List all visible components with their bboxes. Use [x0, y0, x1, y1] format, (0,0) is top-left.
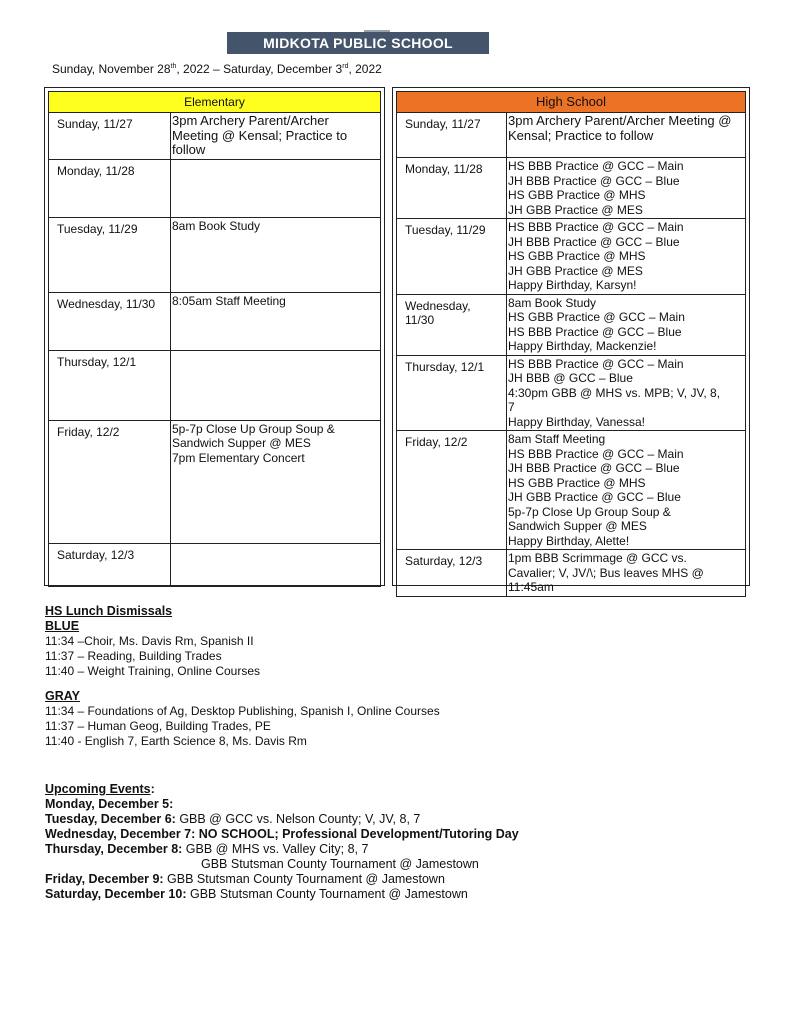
event-line: Happy Birthday, Alette!	[508, 533, 630, 548]
event-text: GBB Stutsman County Tournament @ Jamestown	[201, 857, 479, 871]
event-line: 3pm Archery Parent/Archer Meeting @	[508, 113, 732, 128]
event-line: JH BBB Practice @ GCC – Blue	[508, 461, 680, 475]
day-label: Monday, 11/28	[405, 162, 483, 176]
schedule-row	[49, 159, 381, 217]
lunch-line: 11:37 – Human Geog, Building Trades, PE	[45, 719, 271, 733]
event-line: HS BBB Practice @ GCC – Main	[508, 220, 684, 234]
lunch-line: 11:34 – Foundations of Ag, Desktop Publishing, Spanish I, Online Courses	[45, 704, 440, 718]
schedule-row	[49, 217, 381, 292]
schedule-row	[397, 431, 746, 550]
day-label: Friday, 12/2	[57, 424, 120, 439]
schedule-row	[397, 550, 746, 597]
event-line: 4:30pm GBB @ MHS vs. MPB; V, JV, 8,	[508, 385, 721, 400]
day-cell	[397, 431, 507, 550]
day-cell	[397, 355, 507, 431]
schedule-row	[397, 158, 746, 219]
schedule-row	[397, 219, 746, 295]
day-cell	[49, 113, 171, 160]
day-label: Thursday, 12/1	[405, 359, 485, 374]
schedule-row	[397, 113, 746, 158]
day-cell	[397, 113, 507, 158]
event-line: 5p-7p Close Up Group Soup &	[508, 504, 671, 519]
event-day: Thursday, December 8:	[45, 842, 183, 856]
event-item	[45, 797, 519, 812]
day-cell	[49, 292, 171, 350]
events-cell	[507, 431, 746, 550]
event-line: HS BBB Practice @ GCC – Blue	[508, 324, 682, 339]
event-line: JH BBB Practice @ GCC – Blue	[508, 173, 680, 188]
event-item	[45, 842, 519, 857]
event-day: Friday, December 9:	[45, 872, 164, 886]
day-cell	[49, 159, 171, 217]
event-line: HS GBB Practice @ MHS	[508, 249, 646, 263]
event-line: JH BBB @ GCC – Blue	[508, 371, 633, 385]
event-line: JH BBB Practice @ GCC – Blue	[508, 234, 680, 249]
event-line: Happy Birthday, Vanessa!	[508, 414, 645, 429]
event-line: 8am Book Study	[172, 218, 261, 233]
event-day: Tuesday, December 6:	[45, 812, 176, 826]
event-line: Cavalier; V, JV/\; Bus leaves MHS @	[508, 565, 704, 580]
day-label: Tuesday, 11/29	[405, 223, 486, 237]
blue-label: BLUE	[45, 619, 80, 633]
lunch-line: 11:40 – Weight Training, Online Courses	[45, 664, 261, 678]
event-line: HS GBB Practice @ MHS	[508, 475, 646, 490]
schedule-row	[397, 355, 746, 431]
day-label: Tuesday, 11/29	[57, 221, 138, 236]
event-line: Happy Birthday, Karsyn!	[508, 278, 637, 292]
events-cell	[171, 350, 381, 420]
high-school-schedule-table	[396, 91, 746, 597]
elementary-schedule-table	[48, 91, 381, 587]
day-cell	[49, 350, 171, 420]
events-cell	[507, 113, 746, 158]
high-school-schedule-frame	[392, 87, 750, 594]
event-line: HS BBB Practice @ GCC – Main	[508, 159, 684, 173]
event-line: 8:05am Staff Meeting	[172, 293, 286, 308]
event-line: 8am Staff Meeting	[508, 432, 606, 446]
day-label: Thursday, 12/1	[57, 354, 137, 369]
event-line: Happy Birthday, Mackenzie!	[508, 339, 657, 353]
event-line: 1pm BBB Scrimmage @ GCC vs.	[508, 551, 687, 565]
upcoming-title-line: Upcoming Events:	[45, 782, 155, 796]
events-cell	[171, 543, 381, 586]
events-cell	[507, 158, 746, 219]
event-line: 7	[508, 400, 515, 414]
event-line: 11:45am	[508, 580, 554, 594]
events-cell	[507, 550, 746, 597]
event-text: GBB Stutsman County Tournament @ Jamestown	[186, 887, 468, 901]
schedule-row	[49, 543, 381, 586]
event-line: JH GBB Practice @ MES	[508, 202, 643, 217]
day-cell	[49, 217, 171, 292]
event-line: follow	[172, 142, 206, 157]
lunch-line: 11:37 – Reading, Building Trades	[45, 649, 222, 663]
day-cell	[49, 420, 171, 543]
day-label: Saturday, 12/3	[405, 554, 483, 568]
event-item	[45, 812, 519, 827]
event-text: GBB @ GCC vs. Nelson County; V, JV, 8, 7	[175, 812, 421, 826]
lunch-line: 11:40 - English 7, Earth Science 8, Ms. Davis Rm	[45, 734, 307, 748]
event-line: JH GBB Practice @ MES	[508, 263, 643, 278]
day-cell	[49, 543, 171, 586]
gray-lunch-list	[45, 704, 440, 749]
day-label: Monday, 11/28	[57, 163, 135, 178]
event-item	[45, 857, 519, 872]
upcoming-events-list	[45, 797, 519, 902]
elementary-header-row	[49, 92, 381, 113]
event-line: JH GBB Practice @ GCC – Blue	[508, 490, 681, 504]
day-cell	[397, 158, 507, 219]
events-cell	[507, 294, 746, 355]
event-text: GBB @ MHS vs. Valley City; 8, 7	[182, 842, 369, 856]
day-cell	[397, 294, 507, 355]
elementary-schedule-frame	[44, 87, 385, 586]
event-line: HS BBB Practice @ GCC – Main	[508, 356, 684, 371]
events-cell	[507, 219, 746, 295]
week-date-range: Sunday, November 28th, 2022 – Saturday, December 3rd, 2022	[52, 62, 382, 76]
day-cell	[397, 550, 507, 597]
event-day: Saturday, December 10:	[45, 887, 187, 901]
gray-label: GRAY	[45, 689, 80, 703]
blue-lunch-list	[45, 634, 440, 679]
events-cell	[171, 292, 381, 350]
event-line: 3pm Archery Parent/Archer	[172, 113, 329, 128]
event-line: Kensal; Practice to follow	[508, 127, 654, 143]
event-line: Sandwich Supper @ MES	[508, 519, 647, 533]
high-school-header-row	[397, 92, 746, 113]
event-line: 8am Book Study	[508, 295, 597, 310]
events-cell	[171, 420, 381, 543]
lunch-line: 11:34 –Choir, Ms. Davis Rm, Spanish II	[45, 634, 254, 648]
schedule-row	[397, 294, 746, 355]
day-label: Wednesday, 11/30	[57, 296, 156, 311]
events-cell	[171, 113, 381, 160]
event-line: HS GBB Practice @ MHS	[508, 188, 646, 202]
day-cell	[397, 219, 507, 295]
event-day: Wednesday, December 7: NO SCHOOL; Professional Development/Tutoring Day	[45, 827, 519, 841]
schedule-row	[49, 420, 381, 543]
day-label: Friday, 12/2	[405, 435, 468, 449]
upcoming-events	[45, 782, 519, 902]
lunch-title: HS Lunch Dismissals	[45, 604, 173, 618]
schedule-row	[49, 113, 381, 160]
day-label: Wednesday,	[405, 298, 471, 313]
lunch-dismissals	[45, 604, 440, 749]
event-line: Sandwich Supper @ MES	[172, 436, 311, 450]
high-school-heading: High School	[397, 92, 746, 113]
event-item	[45, 827, 519, 842]
day-label: Sunday, 11/27	[57, 117, 133, 131]
event-text: GBB Stutsman County Tournament @ Jamestown	[163, 872, 445, 886]
day-label-cont: 11/30	[405, 313, 435, 327]
school-title-banner: MIDKOTA PUBLIC SCHOOL	[227, 32, 489, 54]
events-cell	[171, 159, 381, 217]
events-cell	[171, 217, 381, 292]
schedule-row	[49, 292, 381, 350]
event-item	[45, 887, 519, 902]
events-cell	[507, 355, 746, 431]
event-day: Monday, December 5:	[45, 797, 174, 811]
event-line: Meeting @ Kensal; Practice to	[172, 127, 348, 143]
event-line: HS GBB Practice @ GCC – Main	[508, 310, 685, 324]
event-line: HS BBB Practice @ GCC – Main	[508, 446, 684, 461]
elementary-heading: Elementary	[49, 92, 381, 113]
event-line: 5p-7p Close Up Group Soup &	[172, 421, 335, 436]
day-label: Saturday, 12/3	[57, 547, 135, 562]
event-item	[45, 872, 519, 887]
event-line: 7pm Elementary Concert	[172, 450, 305, 465]
day-label: Sunday, 11/27	[405, 117, 481, 131]
schedule-row	[49, 350, 381, 420]
upcoming-title: Upcoming Events	[45, 782, 151, 796]
